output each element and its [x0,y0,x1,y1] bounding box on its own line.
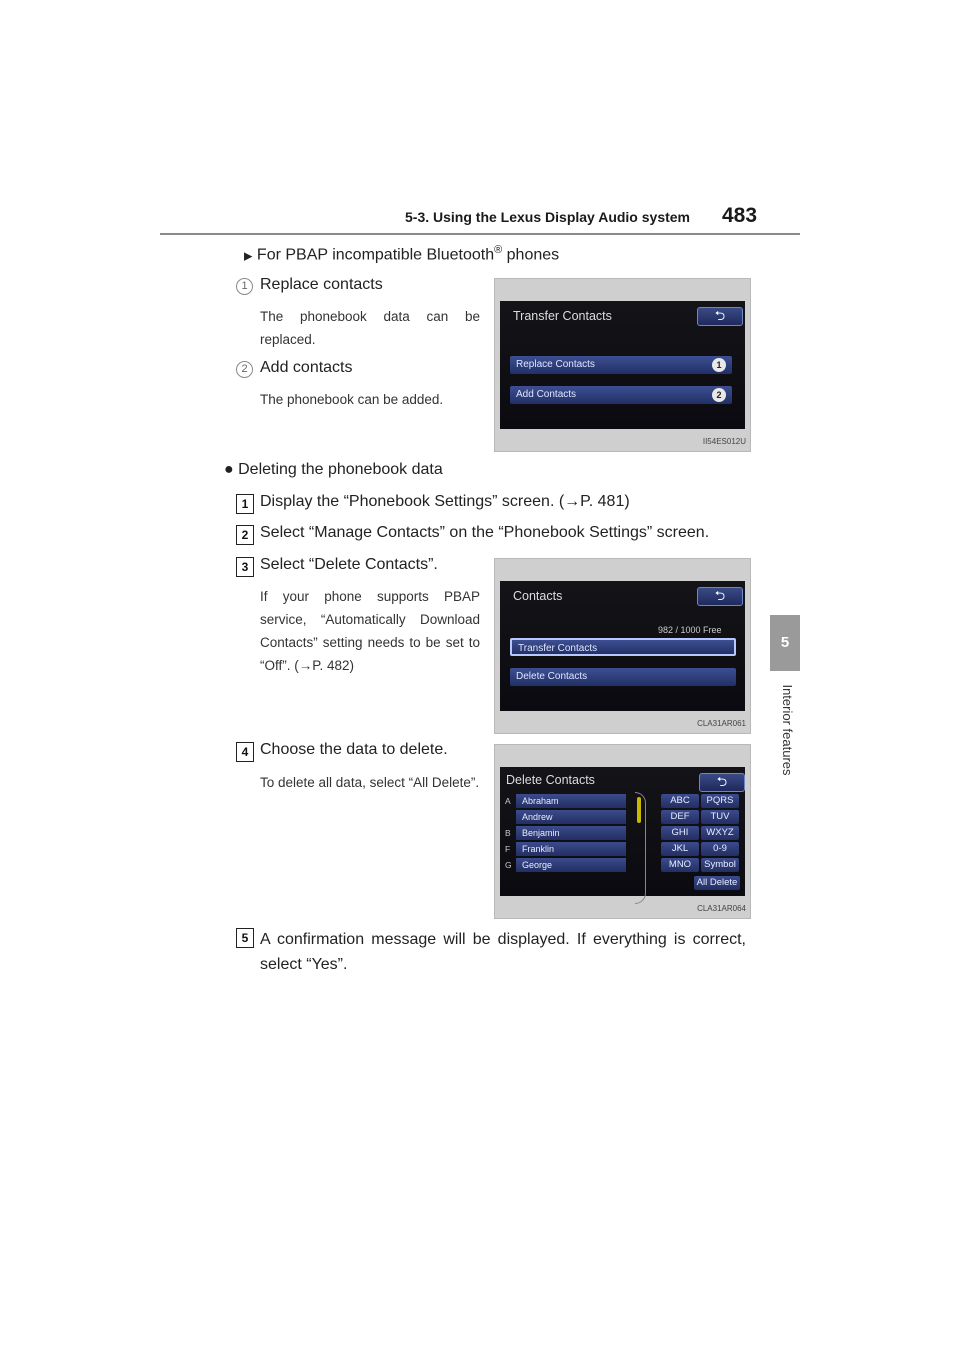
callout-badge-2: 2 [712,388,726,402]
key-wxyz[interactable]: WXYZ [701,826,739,840]
key-pqrs[interactable]: PQRS [701,794,739,808]
index-letter: F [505,844,511,854]
add-contacts-heading: Add contacts [260,359,353,376]
pbap-heading-suffix: phones [506,246,560,264]
image-code: CLA31AR064 [697,904,746,913]
triangle-bullet-icon: ▶ [244,250,253,263]
delete-contacts-button[interactable]: Delete Contacts [510,668,736,686]
pbap-heading [244,244,559,264]
replace-contacts-button[interactable]: Replace Contacts [510,356,732,374]
back-arrow-icon: ⮌ [716,774,728,789]
deleting-heading-text: Deleting the phonebook data [238,461,443,478]
chapter-label: Interior features [780,684,795,776]
transfer-contacts-button[interactable]: Transfer Contacts [510,638,736,656]
section-title: 5-3. Using the Lexus Display Audio system [405,209,691,225]
callout-number-1: 1 [236,278,253,295]
step-number-3: 3 [236,557,254,577]
screen-title: Contacts [513,589,563,603]
deleting-heading [224,461,443,479]
step-number-4: 4 [236,742,254,762]
step-4-note: To delete all data, select “All Delete”. [260,775,480,790]
delete-contacts-screenshot [494,744,751,919]
callout-badge-1: 1 [712,358,726,372]
header-rule [160,233,800,235]
contact-item[interactable]: Abraham [516,794,626,808]
screen-display [500,301,745,429]
pbap-heading-text: For PBAP incompatible Bluetooth [256,246,495,264]
add-contacts-button[interactable]: Add Contacts [510,386,732,404]
free-count: 982 / 1000 Free [658,625,722,635]
index-letter: B [505,828,511,838]
step-number-1: 1 [236,494,254,514]
step-number-5: 5 [236,928,254,948]
contact-item[interactable]: George [516,858,626,872]
key-tuv[interactable]: TUV [701,810,739,824]
step-2-text: Select “Manage Contacts” on the “Phonebook Settings” screen. [260,524,710,541]
add-contacts-text: The phonebook can be added. [260,392,444,407]
key-jkl[interactable]: JKL [661,842,699,856]
step-1-text: Display the “Phonebook Settings” screen. (→P. 481) [260,493,630,510]
key-symbol[interactable]: Symbol [701,858,739,872]
screen-title: Delete Contacts [506,773,595,787]
back-button[interactable] [697,307,743,326]
contact-item[interactable]: Franklin [516,842,626,856]
replace-contacts-text: The phonebook data can be replaced. [260,309,480,347]
contacts-screenshot [494,558,751,734]
back-button[interactable] [697,587,743,606]
transfer-contacts-screenshot [494,278,751,452]
contact-item[interactable]: Benjamin [516,826,626,840]
key-abc[interactable]: ABC [661,794,699,808]
key-ghi[interactable]: GHI [661,826,699,840]
back-button[interactable] [699,773,745,792]
page-number: 483 [722,204,758,227]
contact-item[interactable]: Andrew [516,810,626,824]
screen-display [500,581,745,711]
scroll-thumb[interactable] [637,797,641,823]
step-3-text: Select “Delete Contacts”. [260,556,438,573]
image-code: CLA31AR061 [697,719,746,728]
key-mno[interactable]: MNO [661,858,699,872]
step-3-note: If your phone supports PBAP service, “Automatically Download Contacts” setting needs to be set to “Off”. (→P. 482) [260,589,480,673]
step-5-text: A confirmation message will be displayed. If everything is correct, select “Yes”. [260,931,746,973]
image-code: II54ES012U [702,437,746,446]
callout-number-2: 2 [236,361,253,378]
key-def[interactable]: DEF [661,810,699,824]
key-0-9[interactable]: 0-9 [701,842,739,856]
screen-title: Transfer Contacts [513,309,612,323]
step-number-2: 2 [236,525,254,545]
index-letter: A [505,796,511,806]
registered-mark: ® [494,244,503,256]
screen-display [500,767,745,896]
all-delete-button[interactable]: All Delete [694,876,740,890]
circle-bullet-icon: ● [224,461,234,478]
chapter-tab: 5 [770,615,800,671]
back-arrow-icon: ⮌ [714,588,726,603]
index-letter: G [505,860,512,870]
step-4-text: Choose the data to delete. [260,741,448,758]
replace-contacts-heading: Replace contacts [260,276,383,293]
back-arrow-icon: ⮌ [714,308,726,323]
